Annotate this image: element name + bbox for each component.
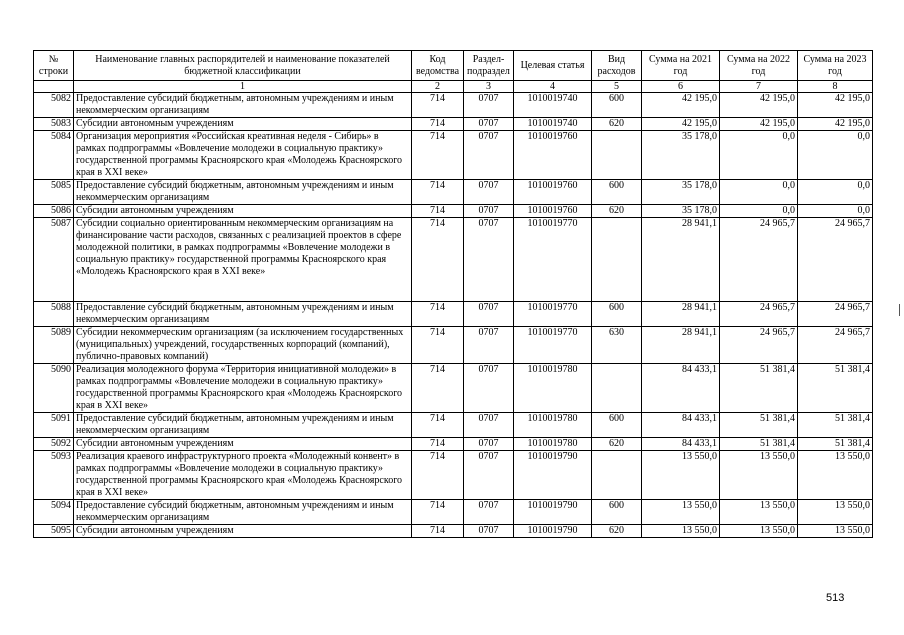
sum-2023: 51 381,4 [798,413,873,438]
header-expense-type: Вид расходов [592,51,642,81]
department-code: 714 [412,205,464,218]
expense-type: 600 [592,413,642,438]
section-code: 0707 [464,118,514,131]
department-code: 714 [412,93,464,118]
expense-type [592,218,642,302]
sum-2023: 13 550,0 [798,500,873,525]
row-name: Предоставление субсидий бюджетным, автономным учреждениям и иным некоммерческим организациям [74,413,412,438]
target-article: 1010019770 [514,218,592,302]
department-code: 714 [412,500,464,525]
row-name: Организация мероприятия «Российская креативная неделя - Сибирь» в рамках подпрограммы «Вовлечение молодежи в социальную практику» государственной программы Красноярского края «Молодежь Красноярского края в XXI веке» [74,131,412,180]
sum-2021: 35 178,0 [642,205,720,218]
scan-edge-mark [899,304,900,316]
sum-2023: 24 965,7 [798,302,873,327]
header-sum-2021: Сумма на 2021 год [642,51,720,81]
section-code: 0707 [464,451,514,500]
row-name: Предоставление субсидий бюджетным, автономным учреждениям и иным некоммерческим организациям [74,302,412,327]
section-code: 0707 [464,93,514,118]
expense-type [592,364,642,413]
column-number: 8 [798,81,873,93]
table-row [34,413,873,438]
sum-2023: 13 550,0 [798,525,873,538]
expense-type: 620 [592,118,642,131]
table-body [34,93,873,538]
department-code: 714 [412,525,464,538]
section-code: 0707 [464,180,514,205]
row-number: 5087 [34,218,74,302]
target-article: 1010019780 [514,413,592,438]
table-row [34,180,873,205]
section-code: 0707 [464,500,514,525]
column-number [34,81,74,93]
header-row [34,51,873,81]
sum-2021: 35 178,0 [642,180,720,205]
sum-2021: 28 941,1 [642,218,720,302]
sum-2022: 24 965,7 [720,218,798,302]
target-article: 1010019760 [514,131,592,180]
sum-2021: 28 941,1 [642,327,720,364]
department-code: 714 [412,327,464,364]
sum-2021: 84 433,1 [642,413,720,438]
expense-type [592,451,642,500]
sum-2021: 13 550,0 [642,500,720,525]
department-code: 714 [412,218,464,302]
table-row [34,118,873,131]
sum-2021: 42 195,0 [642,118,720,131]
section-code: 0707 [464,205,514,218]
target-article: 1010019770 [514,327,592,364]
row-name: Реализация молодежного форума «Территория инициативной молодежи» в рамках подпрограммы «Вовлечение молодежи в социальную практику» государственной программы Красноярского края «Молодежь Красноярского края в XXI веке» [74,364,412,413]
sum-2023: 51 381,4 [798,364,873,413]
table-row [34,93,873,118]
header-department-code: Код ведомства [412,51,464,81]
target-article: 1010019760 [514,180,592,205]
table-row [34,205,873,218]
table-row [34,302,873,327]
row-number: 5083 [34,118,74,131]
row-name: Предоставление субсидий бюджетным, автономным учреждениям и иным некоммерческим организациям [74,500,412,525]
sum-2023: 0,0 [798,180,873,205]
department-code: 714 [412,180,464,205]
section-code: 0707 [464,413,514,438]
row-name: Предоставление субсидий бюджетным, автономным учреждениям и иным некоммерческим организациям [74,180,412,205]
table-row [34,131,873,180]
budget-table [33,50,873,538]
sum-2023: 42 195,0 [798,118,873,131]
row-number: 5082 [34,93,74,118]
sum-2022: 24 965,7 [720,327,798,364]
expense-type: 620 [592,438,642,451]
header-sum-2022: Сумма на 2022 год [720,51,798,81]
sum-2023: 13 550,0 [798,451,873,500]
sum-2022: 24 965,7 [720,302,798,327]
table-row [34,364,873,413]
sum-2023: 42 195,0 [798,93,873,118]
sum-2022: 13 550,0 [720,525,798,538]
row-name: Субсидии автономным учреждениям [74,525,412,538]
department-code: 714 [412,118,464,131]
row-number: 5085 [34,180,74,205]
sum-2023: 24 965,7 [798,327,873,364]
expense-type: 600 [592,180,642,205]
target-article: 1010019790 [514,525,592,538]
sum-2021: 13 550,0 [642,525,720,538]
row-number: 5094 [34,500,74,525]
sum-2023: 0,0 [798,205,873,218]
column-number: 4 [514,81,592,93]
expense-type: 600 [592,93,642,118]
sum-2022: 51 381,4 [720,364,798,413]
sum-2021: 42 195,0 [642,93,720,118]
expense-type: 600 [592,500,642,525]
department-code: 714 [412,413,464,438]
column-number: 3 [464,81,514,93]
sum-2021: 35 178,0 [642,131,720,180]
row-name: Реализация краевого инфраструктурного проекта «Молодежный конвент» в рамках подпрограммы «Вовлечение молодежи в социальную практику» государственной программы Красноярского края «Молодежь Красноярского края в XXI веке» [74,451,412,500]
row-name: Предоставление субсидий бюджетным, автономным учреждениям и иным некоммерческим организациям [74,93,412,118]
target-article: 1010019770 [514,302,592,327]
expense-type [592,131,642,180]
department-code: 714 [412,438,464,451]
department-code: 714 [412,302,464,327]
department-code: 714 [412,131,464,180]
sum-2021: 84 433,1 [642,438,720,451]
header-row-number: № строки [34,51,74,81]
sum-2022: 13 550,0 [720,451,798,500]
expense-type: 620 [592,205,642,218]
row-name: Субсидии автономным учреждениям [74,438,412,451]
target-article: 1010019780 [514,438,592,451]
target-article: 1010019780 [514,364,592,413]
table-row [34,218,873,302]
target-article: 1010019740 [514,93,592,118]
sum-2023: 0,0 [798,131,873,180]
page-number: 513 [826,592,845,604]
sum-2021: 84 433,1 [642,364,720,413]
sum-2021: 28 941,1 [642,302,720,327]
sum-2022: 13 550,0 [720,500,798,525]
row-name: Субсидии некоммерческим организациям (за исключением государственных (муниципальных) учреждений, государственных корпораций (компаний), публично-правовых компаний) [74,327,412,364]
row-number: 5093 [34,451,74,500]
table-row [34,500,873,525]
sum-2022: 51 381,4 [720,438,798,451]
column-number: 5 [592,81,642,93]
row-number: 5095 [34,525,74,538]
sum-2023: 24 965,7 [798,218,873,302]
row-number: 5092 [34,438,74,451]
expense-type: 630 [592,327,642,364]
target-article: 1010019790 [514,451,592,500]
section-code: 0707 [464,438,514,451]
column-number: 7 [720,81,798,93]
sum-2022: 51 381,4 [720,413,798,438]
row-name: Субсидии автономным учреждениям [74,205,412,218]
sum-2023: 51 381,4 [798,438,873,451]
expense-type: 620 [592,525,642,538]
sum-2022: 0,0 [720,131,798,180]
section-code: 0707 [464,525,514,538]
row-name: Субсидии социально ориентированным некоммерческим организациям на финансирование части расходов, связанных с реализацией проектов в сфере молодежной политики, в рамках подпрограммы «Вовлечение молодежи в социальную практику» государственной программы Красноярского края «Молодежь Красноярского края в XXI веке» [74,218,412,302]
row-number: 5089 [34,327,74,364]
column-number-row [34,81,873,93]
row-number: 5090 [34,364,74,413]
department-code: 714 [412,451,464,500]
section-code: 0707 [464,131,514,180]
section-code: 0707 [464,302,514,327]
row-number: 5091 [34,413,74,438]
target-article: 1010019760 [514,205,592,218]
header-section: Раздел-подраздел [464,51,514,81]
table-row [34,327,873,364]
section-code: 0707 [464,364,514,413]
expense-type: 600 [592,302,642,327]
sum-2022: 0,0 [720,180,798,205]
table-row [34,525,873,538]
row-number: 5086 [34,205,74,218]
section-code: 0707 [464,218,514,302]
column-number: 1 [74,81,412,93]
table-row [34,438,873,451]
sum-2022: 42 195,0 [720,93,798,118]
header-name: Наименование главных распорядителей и наименование показателей бюджетной классификации [74,51,412,81]
target-article: 1010019790 [514,500,592,525]
section-code: 0707 [464,327,514,364]
sum-2021: 13 550,0 [642,451,720,500]
header-sum-2023: Сумма на 2023 год [798,51,873,81]
row-number: 5084 [34,131,74,180]
header-target-article: Целевая статья [514,51,592,81]
sum-2022: 42 195,0 [720,118,798,131]
column-number: 2 [412,81,464,93]
row-number: 5088 [34,302,74,327]
row-name: Субсидии автономным учреждениям [74,118,412,131]
column-number: 6 [642,81,720,93]
department-code: 714 [412,364,464,413]
sum-2022: 0,0 [720,205,798,218]
table-row [34,451,873,500]
target-article: 1010019740 [514,118,592,131]
